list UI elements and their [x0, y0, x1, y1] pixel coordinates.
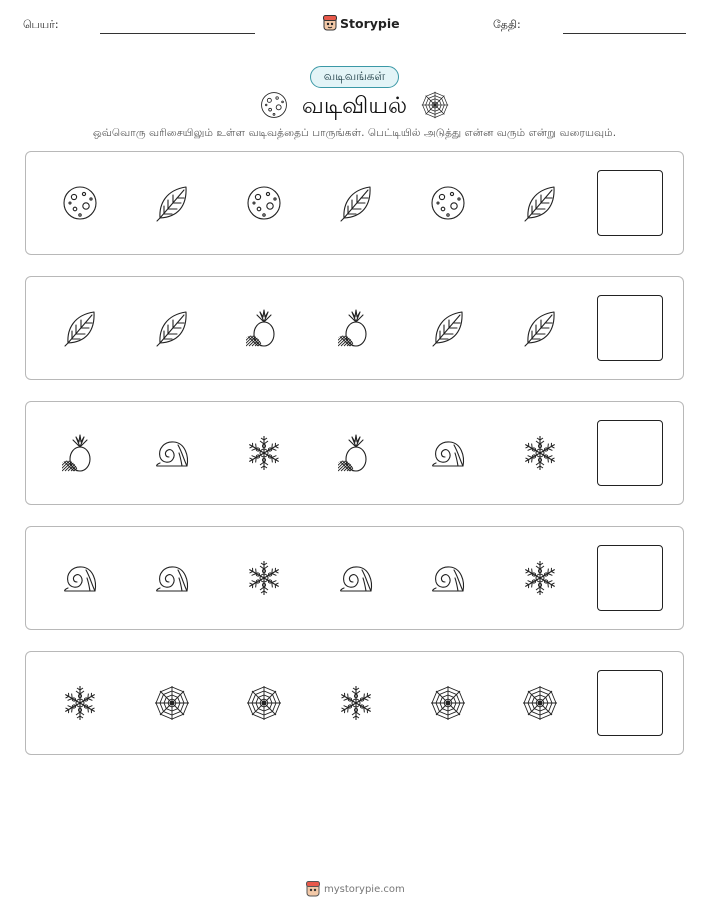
leaf-icon [522, 309, 558, 347]
spider-web-icon [522, 684, 558, 722]
title-icon-left [260, 90, 288, 124]
snowflake-icon [246, 559, 282, 597]
answer-box[interactable] [597, 295, 663, 361]
spider-web-icon [154, 684, 190, 722]
pattern-row [25, 151, 684, 255]
storypie-mascot-icon [323, 15, 337, 31]
leaf-icon [154, 309, 190, 347]
snowflake-icon [522, 434, 558, 472]
pineapple-icon [338, 309, 374, 347]
instruction-text: ஒவ்வொரு வரிசையிலும் உள்ள வடிவத்தைப் பாருங்கள். பெட்டியில் அடுத்து என்ன வரும் என்று வரையவும். [92, 127, 617, 139]
pattern-row [25, 651, 684, 755]
page-title: வடிவியல் [301, 92, 408, 119]
title-row [0, 92, 709, 122]
shell-icon [154, 434, 190, 472]
moon-icon [260, 90, 288, 120]
shell-icon [154, 559, 190, 597]
answer-box[interactable] [597, 670, 663, 736]
answer-box[interactable] [597, 545, 663, 611]
leaf-icon [522, 184, 558, 222]
leaf-icon [338, 184, 374, 222]
answer-box[interactable] [597, 420, 663, 486]
pineapple-icon [62, 434, 98, 472]
leaf-icon [430, 309, 466, 347]
snowflake-icon [522, 559, 558, 597]
spider-web-icon [421, 90, 449, 120]
pattern-row [25, 526, 684, 630]
shell-icon [430, 434, 466, 472]
moon-icon [430, 184, 466, 222]
leaf-icon [154, 184, 190, 222]
name-line[interactable] [100, 33, 255, 34]
shell-icon [62, 559, 98, 597]
title-icon-right [421, 90, 449, 124]
footer [306, 879, 405, 899]
pineapple-icon [246, 309, 282, 347]
date-label: தேதி: [493, 18, 521, 31]
snowflake-icon [246, 434, 282, 472]
snowflake-icon [338, 684, 374, 722]
category-badge: வடிவங்கள் [310, 66, 399, 88]
moon-icon [62, 184, 98, 222]
pattern-row [25, 276, 684, 380]
shell-icon [338, 559, 374, 597]
pineapple-icon [338, 434, 374, 472]
snowflake-icon [62, 684, 98, 722]
answer-box[interactable] [597, 170, 663, 236]
date-line[interactable] [563, 33, 686, 34]
spider-web-icon [246, 684, 282, 722]
brand-name: Storypie [340, 15, 400, 31]
storypie-mascot-icon [306, 881, 320, 897]
moon-icon [246, 184, 282, 222]
name-label: பெயர்: [23, 18, 59, 31]
shell-icon [430, 559, 466, 597]
footer-url: mystorypie.com [324, 883, 405, 895]
storypie-logo [323, 13, 400, 33]
pattern-row [25, 401, 684, 505]
leaf-icon [62, 309, 98, 347]
spider-web-icon [430, 684, 466, 722]
